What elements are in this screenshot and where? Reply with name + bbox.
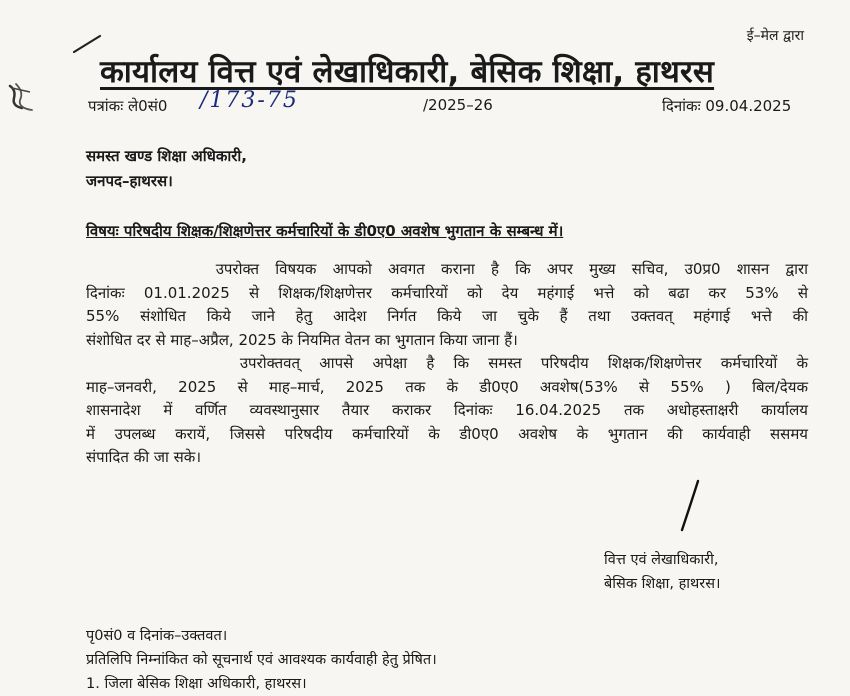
signature-stroke <box>676 478 706 534</box>
paragraph-line: 55% संशोधित किये जाने हेतु आदेश निर्गत किये जा चुके हैं तथा उक्तवत् महंगाई भत्ते की <box>86 307 808 325</box>
paragraph-line: संपादित की जा सके। <box>86 448 202 466</box>
signatory-office: बेसिक शिक्षा, हाथरस। <box>604 576 721 592</box>
bleed-through-text <box>140 0 820 12</box>
addressee-line: समस्त खण्ड शिक्षा अधिकारी, <box>86 147 248 165</box>
paragraph-line: उपरोक्तवत् आपसे अपेक्षा है कि समस्त परिषदीय शिक्षक/शिक्षणेत्तर कर्मचारियों के <box>86 354 808 372</box>
reference-label: पत्रांकः ले0सं0 <box>88 97 168 115</box>
signatory-designation: वित्त एवं लेखाधिकारी, <box>604 552 719 568</box>
addressee-line: जनपद–हाथरस। <box>86 172 173 190</box>
office-title: कार्यालय वित्त एवं लेखाधिकारी, बेसिक शिक्षा, हाथरस <box>100 54 715 90</box>
paragraph-line: शासनादेश में वर्णित व्यवस्थानुसार तैयार कराकर दिनांकः 16.04.2025 तक अधोहस्ताक्षरी कार्यालय <box>86 401 808 419</box>
delivery-mode: ई–मेल द्वारा <box>746 28 804 44</box>
letter-date: दिनांकः 09.04.2025 <box>662 97 792 115</box>
paragraph-line: उपरोक्त विषयक आपको अवगत कराना है कि अपर मुख्य सचिव, उ0प्र0 शासन द्वारा <box>86 260 808 278</box>
subject-line: विषयः परिषदीय शिक्षक/शिक्षणेत्तर कर्मचारियों के डी0ए0 अवशेष भुगतान के सम्बन्ध में। <box>86 222 564 240</box>
body-paragraph-1 <box>86 258 808 352</box>
footer-line-cut: 1. जिला बेसिक शिक्षा अधिकारी, हाथरस। <box>86 676 307 692</box>
paragraph-line: में उपलब्ध करायें, जिससे परिषदीय कर्मचारियों के डी0ए0 अवशेष के भुगतान की कार्यवाही ससमय <box>86 424 808 443</box>
copy-to-block <box>86 624 437 692</box>
reference-row <box>88 88 808 118</box>
footer-line: प्रतिलिपि निम्नांकित को सूचनार्थ एवं आवश्यक कार्यवाही हेतु प्रेषित। <box>86 652 437 668</box>
paragraph-line: संशोधित दर से माह–अप्रैल, 2025 के नियमित वेतन का भुगतान किया जाना हैं। <box>86 330 518 349</box>
staple-mark <box>2 78 42 118</box>
reference-year: /2025–26 <box>423 96 493 114</box>
addressee-block <box>86 144 247 194</box>
paragraph-line: माह–जनवरी, 2025 से माह–मार्च, 2025 तक के डी0ए0 अवशेष(53% से 55% ) बिल/देयक <box>86 377 808 396</box>
handwritten-reference-number: /173-75 <box>200 88 299 113</box>
body-paragraph-2 <box>86 352 808 470</box>
footer-line: पृ0सं0 व दिनांक–उक्तवत। <box>86 628 228 644</box>
signatory-block <box>604 548 721 596</box>
paragraph-line: दिनांकः 01.01.2025 से शिक्षक/शिक्षणेत्तर कर्मचारियों को देय महंगाई भत्ते को बढा कर 53% से <box>86 283 808 302</box>
